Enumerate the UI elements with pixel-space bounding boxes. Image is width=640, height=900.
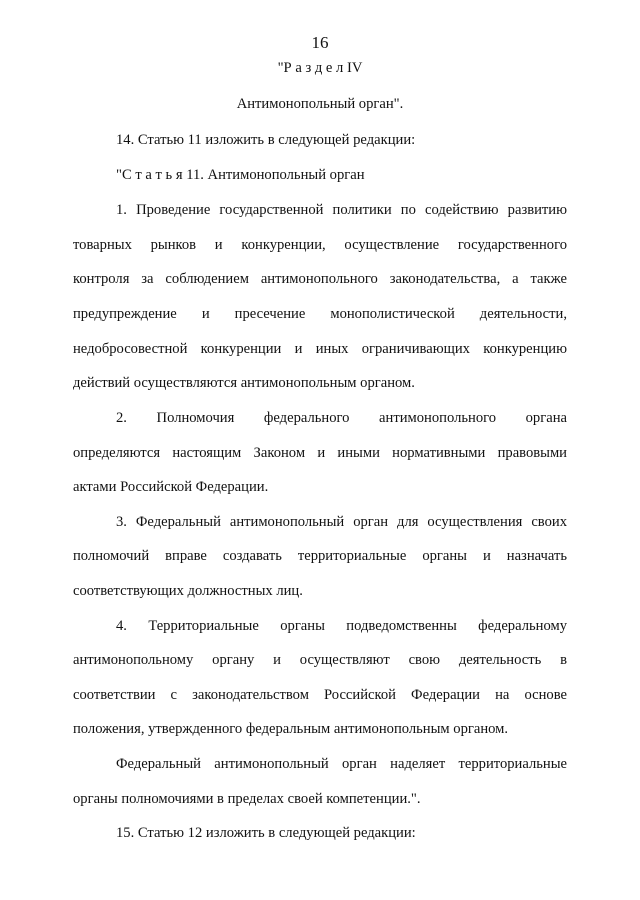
paragraph-2-line: определяются настоящим Законом и иными нормативными правовыми — [73, 445, 567, 461]
paragraph-3-line: соответствующих должностных лиц. — [73, 583, 303, 599]
article-title: 11. Антимонопольный орган — [186, 167, 365, 183]
paragraph-4-line: соответствии с законодательством Российской Федерации на основе — [73, 687, 567, 703]
paragraph-4-line: 4. Территориальные органы подведомственны федеральному — [116, 618, 567, 634]
paragraph-5-line: Федеральный антимонопольный орган наделяет территориальные — [116, 756, 567, 772]
paragraph-1-line: недобросовестной конкуренции и иных ограничивающих конкуренцию — [73, 341, 567, 357]
paragraph-2-line: 2. Полномочия федерального антимонопольного органа — [116, 410, 567, 426]
paragraph-1-line: контроля за соблюдением антимонопольного законодательства, а также — [73, 271, 567, 287]
paragraph-4-line: положения, утвержденного федеральным антимонопольным органом. — [73, 721, 509, 737]
paragraph-4-line: антимонопольному органу и осуществляют свою деятельность в — [73, 652, 567, 668]
paragraph-3-line: полномочий вправе создавать территориальные органы и назначать — [73, 548, 567, 564]
section-title: Антимонопольный орган". — [236, 96, 404, 112]
paragraph-5-line: органы полномочиями в пределах своей компетенции.". — [73, 791, 421, 807]
article-label: "С т а т ь я — [116, 167, 183, 183]
paragraph-3-line: 3. Федеральный антимонопольный орган для осуществления своих — [116, 514, 567, 530]
item-15: 15. Статью 12 изложить в следующей редакции: — [116, 825, 416, 841]
article-heading — [116, 166, 365, 184]
item-14: 14. Статью 11 изложить в следующей редакции: — [116, 132, 416, 148]
page-number: 16 — [311, 33, 329, 52]
paragraph-1-line: товарных рынков и конкуренции, осуществление государственного — [73, 237, 567, 253]
paragraph-1-line: предупреждение и пресечение монополистической деятельности, — [73, 306, 567, 322]
paragraph-2-line: актами Российской Федерации. — [73, 479, 269, 495]
paragraph-1-line: 1. Проведение государственной политики по содействию развитию — [116, 202, 567, 218]
section-heading: "Р а з д е л IV — [277, 60, 363, 76]
paragraph-1-line: действий осуществляются антимонопольным органом. — [73, 375, 415, 391]
